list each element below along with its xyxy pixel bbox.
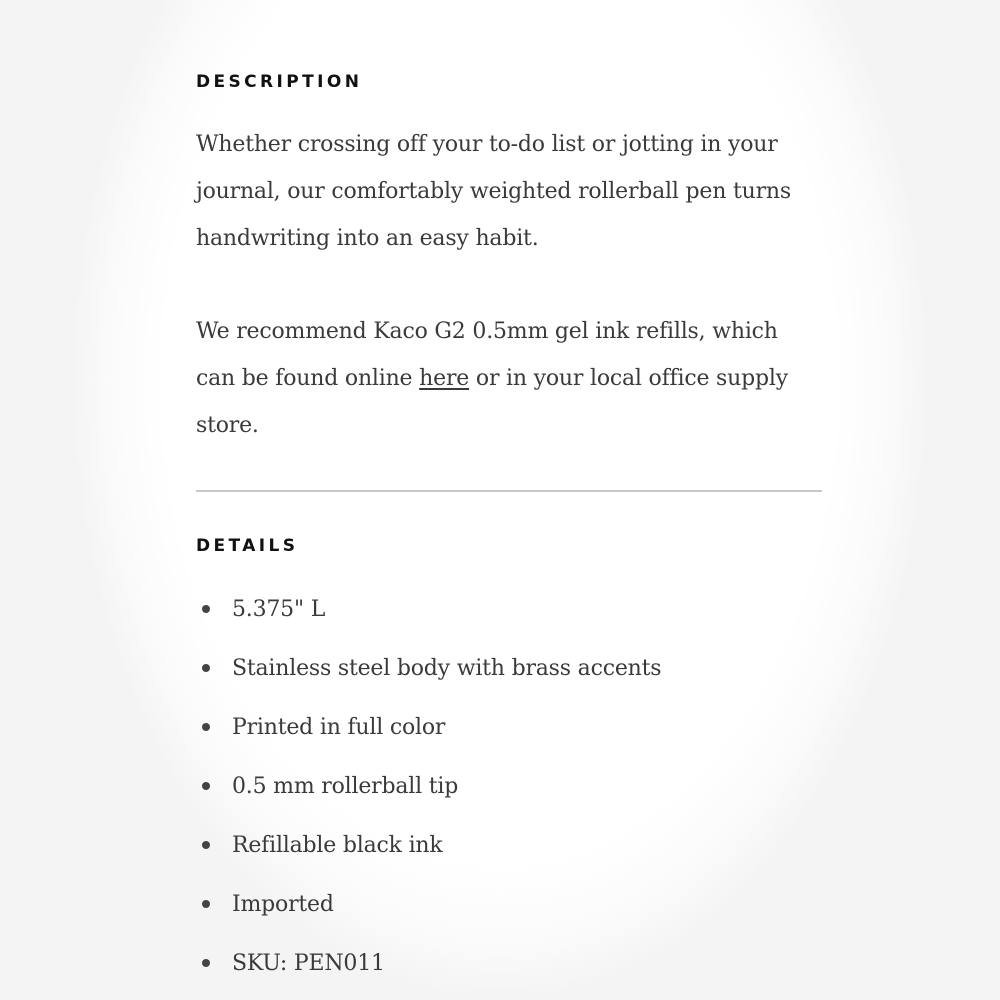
refill-text-after-link: or in your local office supply store. — [196, 365, 788, 438]
bullet-icon — [202, 723, 210, 731]
refill-here-link[interactable]: here — [419, 365, 470, 391]
details-list-item — [196, 580, 661, 639]
bullet-icon — [202, 959, 210, 967]
bullet-icon — [202, 605, 210, 613]
details-list-item — [196, 698, 661, 757]
bullet-icon — [202, 664, 210, 672]
refill-recommendation-paragraph — [196, 309, 822, 449]
details-list-item — [196, 816, 661, 875]
details-list-item — [196, 639, 661, 698]
details-item-text: 5.375" L — [232, 597, 326, 622]
details-item-text: Printed in full color — [232, 715, 446, 740]
description-paragraph: Whether crossing off your to-do list or jotting in your journal, our comfortably weighted rollerball pen turns handwriting into an easy habit. — [196, 132, 791, 251]
details-heading: DETAILS — [196, 536, 299, 556]
details-item-text: Stainless steel body with brass accents — [232, 656, 662, 681]
details-item-text: Imported — [232, 892, 334, 917]
details-item-text: Refillable black ink — [232, 833, 443, 858]
section-divider — [196, 490, 822, 492]
bullet-icon — [202, 782, 210, 790]
details-item-text: SKU: PEN011 — [232, 951, 385, 976]
details-list-item — [196, 934, 661, 993]
bullet-icon — [202, 841, 210, 849]
refill-text-before-link: We recommend Kaco G2 0.5mm gel ink refills, which can be found online — [196, 319, 778, 391]
bullet-icon — [202, 900, 210, 908]
description-heading: DESCRIPTION — [196, 72, 363, 92]
details-list — [196, 580, 661, 993]
details-list-item — [196, 875, 661, 934]
details-item-text: 0.5 mm rollerball tip — [232, 774, 459, 799]
details-list-item — [196, 757, 661, 816]
